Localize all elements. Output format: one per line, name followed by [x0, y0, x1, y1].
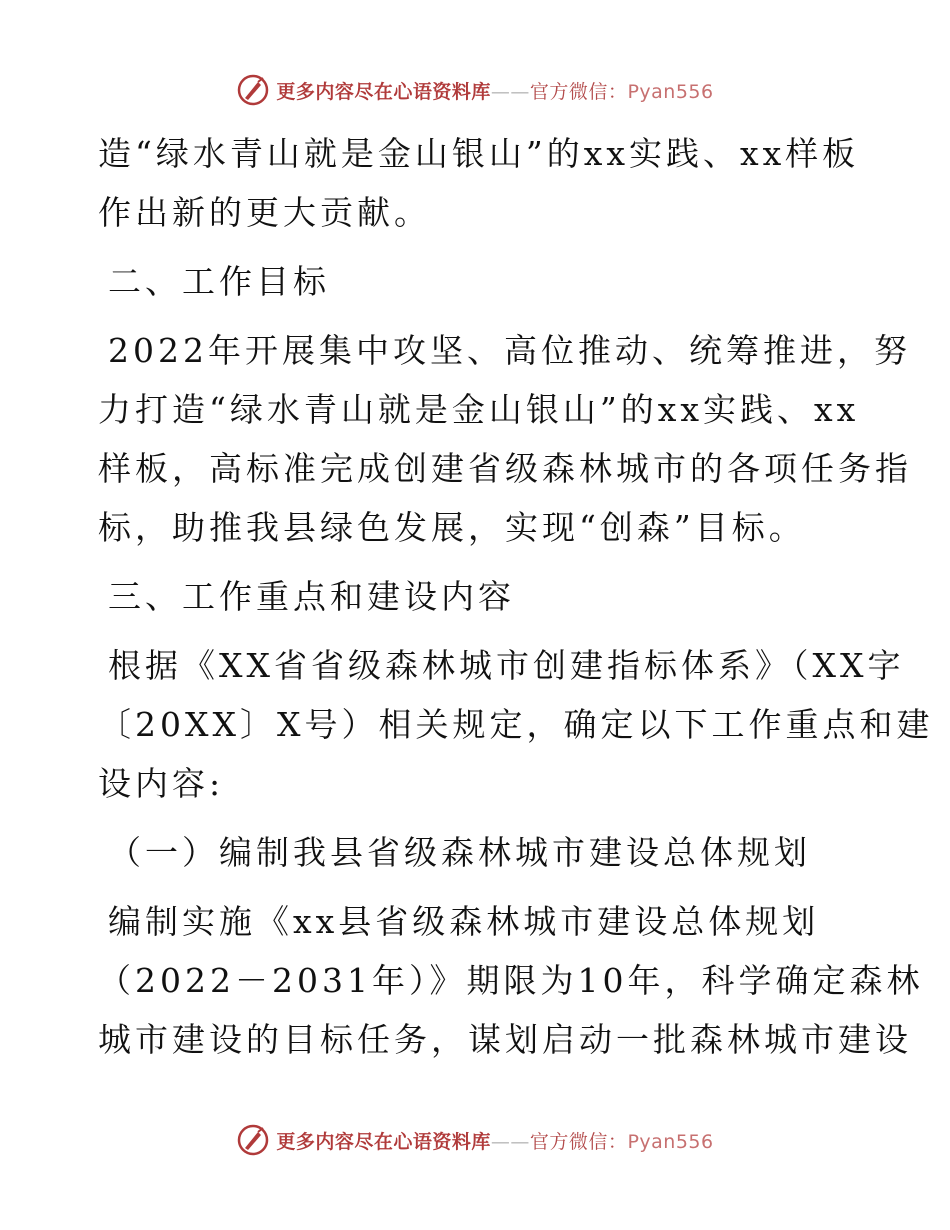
header-watermark-banner — [0, 68, 950, 112]
body-line: 设内容: — [98, 764, 225, 803]
subsection-heading-1: （一）编制我县省级森林城市建设总体规划 — [108, 833, 811, 872]
body-line: 城市建设的目标任务，谋划启动一批森林城市建设 — [98, 1020, 912, 1059]
banner-official-label: 官方微信： — [529, 80, 628, 103]
body-line: 造“绿水青山就是金山银山”的xx实践、xx样板 — [98, 134, 860, 173]
body-line: 样板，高标准完成创建省级森林城市的各项任务指 — [98, 449, 912, 488]
banner-dash: —— — [490, 1130, 530, 1153]
quill-pen-logo-icon — [236, 73, 270, 107]
body-line: 2022年开展集中攻坚、高位推动、统筹推进，努 — [108, 331, 911, 370]
banner-official-label: 官方微信： — [529, 1130, 628, 1153]
document-body — [98, 124, 934, 1069]
banner-wechat-handle: Pyan556 — [627, 80, 714, 103]
body-line: 力打造“绿水青山就是金山银山”的xx实践、xx — [98, 390, 860, 429]
banner-text — [276, 1127, 713, 1154]
section-heading-2: 二、工作目标 — [108, 262, 330, 301]
body-line: 作出新的更大贡献。 — [98, 193, 431, 232]
section-heading-3: 三、工作重点和建设内容 — [108, 577, 515, 616]
footer-watermark-banner — [0, 1118, 950, 1162]
body-line: 编制实施《xx县省级森林城市建设总体规划 — [108, 902, 820, 941]
banner-inner — [236, 1123, 713, 1157]
body-line: 根据《XX省省级森林城市创建指标体系》（XX字 — [108, 646, 905, 685]
body-line: 标，助推我县绿色发展，实现“创森”目标。 — [98, 508, 806, 547]
banner-main-text: 更多内容尽在心语资料库 — [276, 1130, 491, 1153]
banner-wechat-handle: Pyan556 — [627, 1130, 714, 1153]
body-line: 〔20XX〕X号）相关规定，确定以下工作重点和建 — [98, 705, 934, 744]
body-line: （2022－2031年）》期限为10年，科学确定森林 — [98, 961, 924, 1000]
banner-inner — [236, 73, 713, 107]
banner-main-text: 更多内容尽在心语资料库 — [276, 80, 491, 103]
quill-pen-logo-icon — [236, 1123, 270, 1157]
banner-dash: —— — [490, 80, 530, 103]
banner-text — [276, 77, 713, 104]
